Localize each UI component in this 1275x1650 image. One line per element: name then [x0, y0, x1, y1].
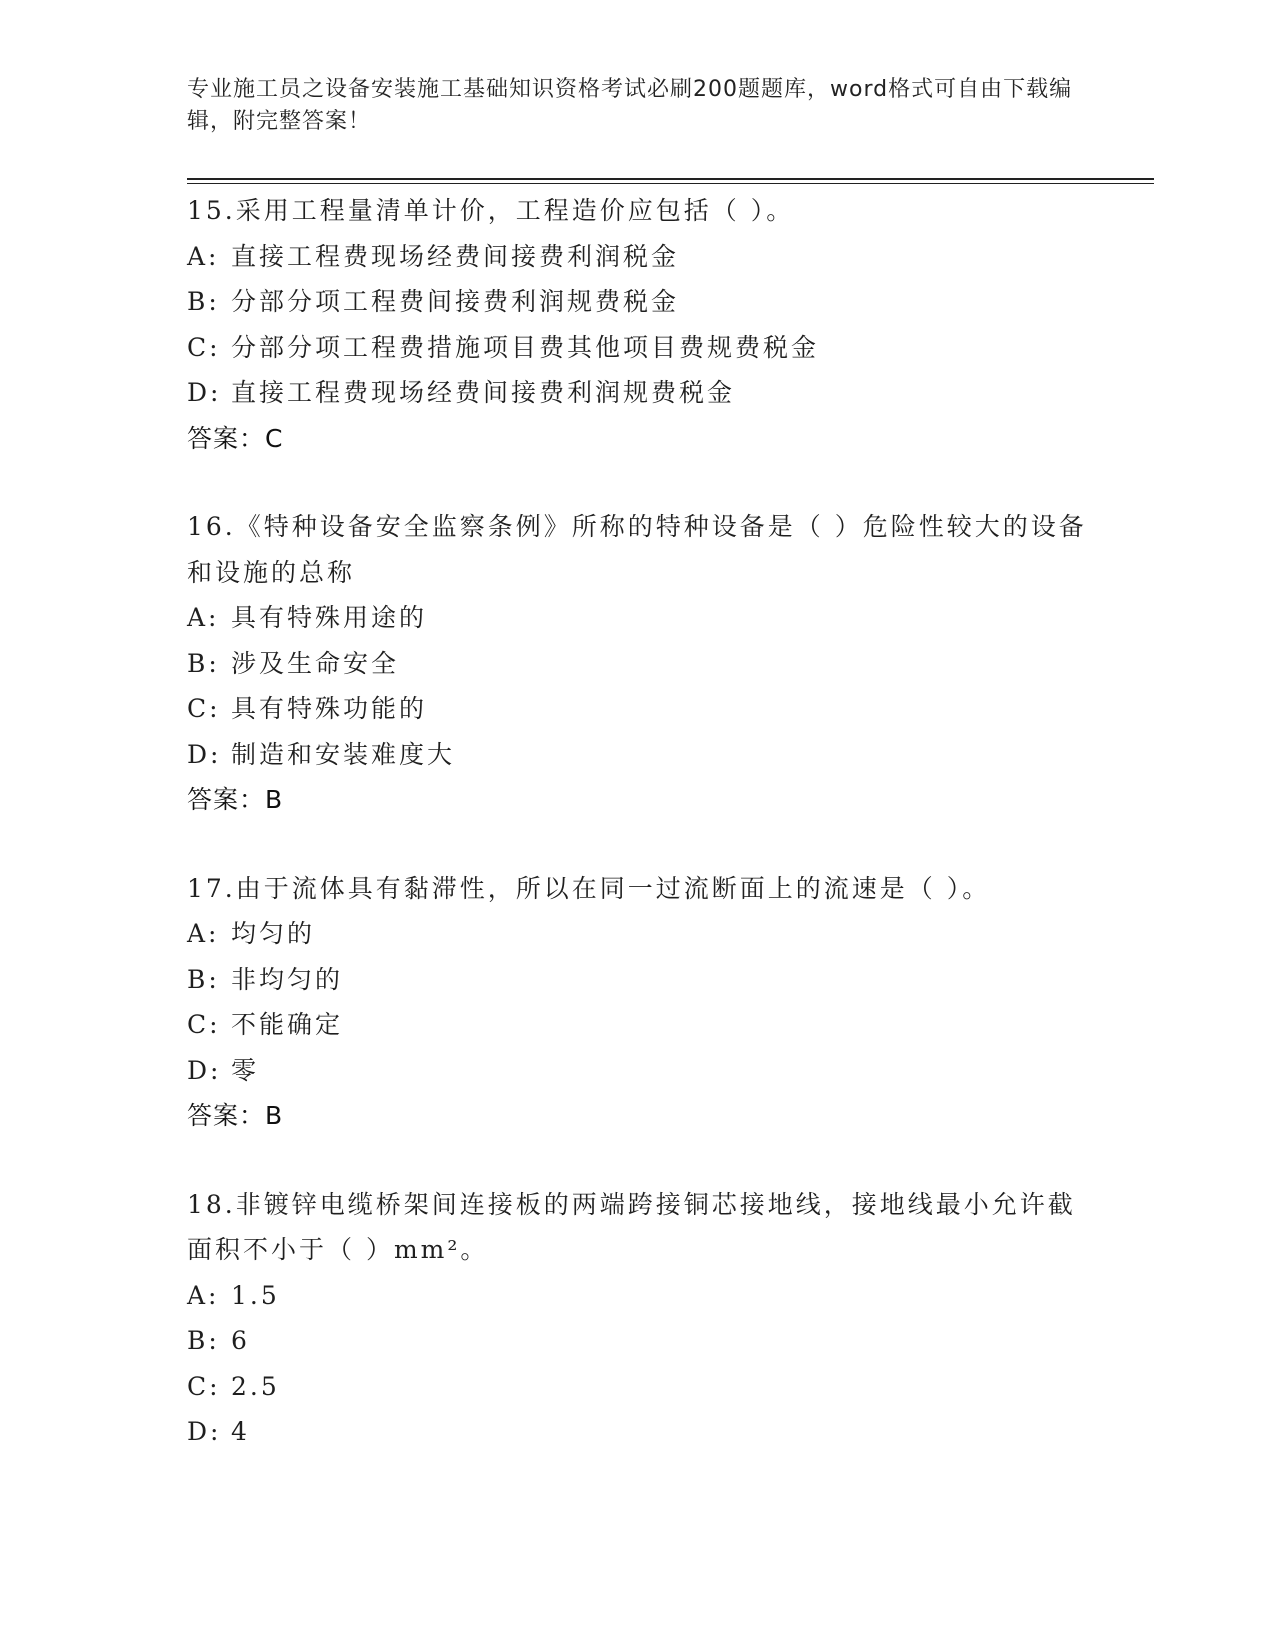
option-letter: B: [187, 1326, 220, 1355]
option-letter: C: [187, 694, 221, 723]
document-header: 专业施工员之设备安装施工基础知识资格考试必刷200题题库，word格式可自由下载编辑，附完整答案！ [187, 77, 1073, 134]
option-a [187, 595, 1117, 641]
answer-line: 答案：B [187, 1101, 284, 1130]
header-rule-thick [187, 178, 1154, 180]
option-b [187, 957, 1117, 1003]
question-stem: 15.采用工程量清单计价，工程造价应包括（ ）。 [187, 196, 795, 225]
option-b [187, 279, 1117, 325]
option-a [187, 234, 1117, 280]
question-list [187, 188, 1117, 1455]
question-stem: 16.《特种设备安全监察条例》所称的特种设备是（ ）危险性较大的设备和设施的总称 [187, 512, 1087, 587]
option-letter: D: [187, 378, 222, 407]
question-stem: 17.由于流体具有黏滞性，所以在同一过流断面上的流速是（ ）。 [187, 873, 991, 903]
option-text: 具有特殊用途的 [231, 603, 428, 632]
option-letter: C: [187, 1371, 221, 1401]
option-text: 具有特殊功能的 [231, 694, 428, 723]
option-a [187, 1273, 1117, 1319]
option-d [187, 1409, 1117, 1455]
option-text: 1.5 [231, 1280, 280, 1310]
option-text: 直接工程费现场经费间接费利润规费税金 [231, 378, 736, 407]
header-rule-thin [187, 183, 1154, 184]
option-c [187, 325, 1117, 371]
option-letter: B: [187, 964, 220, 994]
option-text: 直接工程费现场经费间接费利润税金 [231, 241, 680, 271]
option-letter: C: [187, 1010, 221, 1039]
question-16 [187, 504, 1117, 823]
option-letter: B: [187, 287, 220, 316]
option-letter: A: [187, 603, 220, 632]
option-d [187, 1048, 1117, 1094]
option-letter: D: [187, 1417, 222, 1446]
option-text: 2.5 [231, 1371, 280, 1401]
option-b [187, 1318, 1117, 1364]
option-text: 6 [231, 1326, 250, 1355]
option-letter: C: [187, 332, 221, 362]
question-17 [187, 866, 1117, 1139]
option-letter: D: [187, 1055, 222, 1085]
option-b [187, 641, 1117, 687]
answer-line: 答案：B [187, 785, 284, 814]
option-c [187, 686, 1117, 732]
question-15 [187, 188, 1117, 461]
option-text: 涉及生命安全 [231, 648, 400, 678]
option-text: 制造和安装难度大 [231, 739, 456, 769]
option-letter: A: [187, 1280, 220, 1310]
option-text: 4 [231, 1417, 250, 1446]
question-18 [187, 1182, 1117, 1455]
question-stem: 18.非镀锌电缆桥架间连接板的两端跨接铜芯接地线，接地线最小允许截面积不小于（ ）mm²。 [187, 1189, 1076, 1264]
option-c [187, 1002, 1117, 1048]
option-text: 不能确定 [231, 1010, 344, 1039]
option-text: 分部分项工程费措施项目费其他项目费规费税金 [231, 332, 820, 362]
option-a [187, 911, 1117, 957]
option-letter: D: [187, 739, 222, 769]
answer-line: 答案：C [187, 423, 284, 453]
option-d [187, 732, 1117, 778]
option-letter: B: [187, 648, 220, 678]
option-letter: A: [187, 241, 220, 271]
option-text: 非均匀的 [231, 964, 344, 994]
option-text: 零 [231, 1055, 260, 1085]
option-letter: A: [187, 919, 220, 948]
option-text: 分部分项工程费间接费利润规费税金 [231, 287, 680, 316]
option-text: 均匀的 [231, 919, 316, 948]
option-d [187, 370, 1117, 416]
option-c [187, 1364, 1117, 1410]
